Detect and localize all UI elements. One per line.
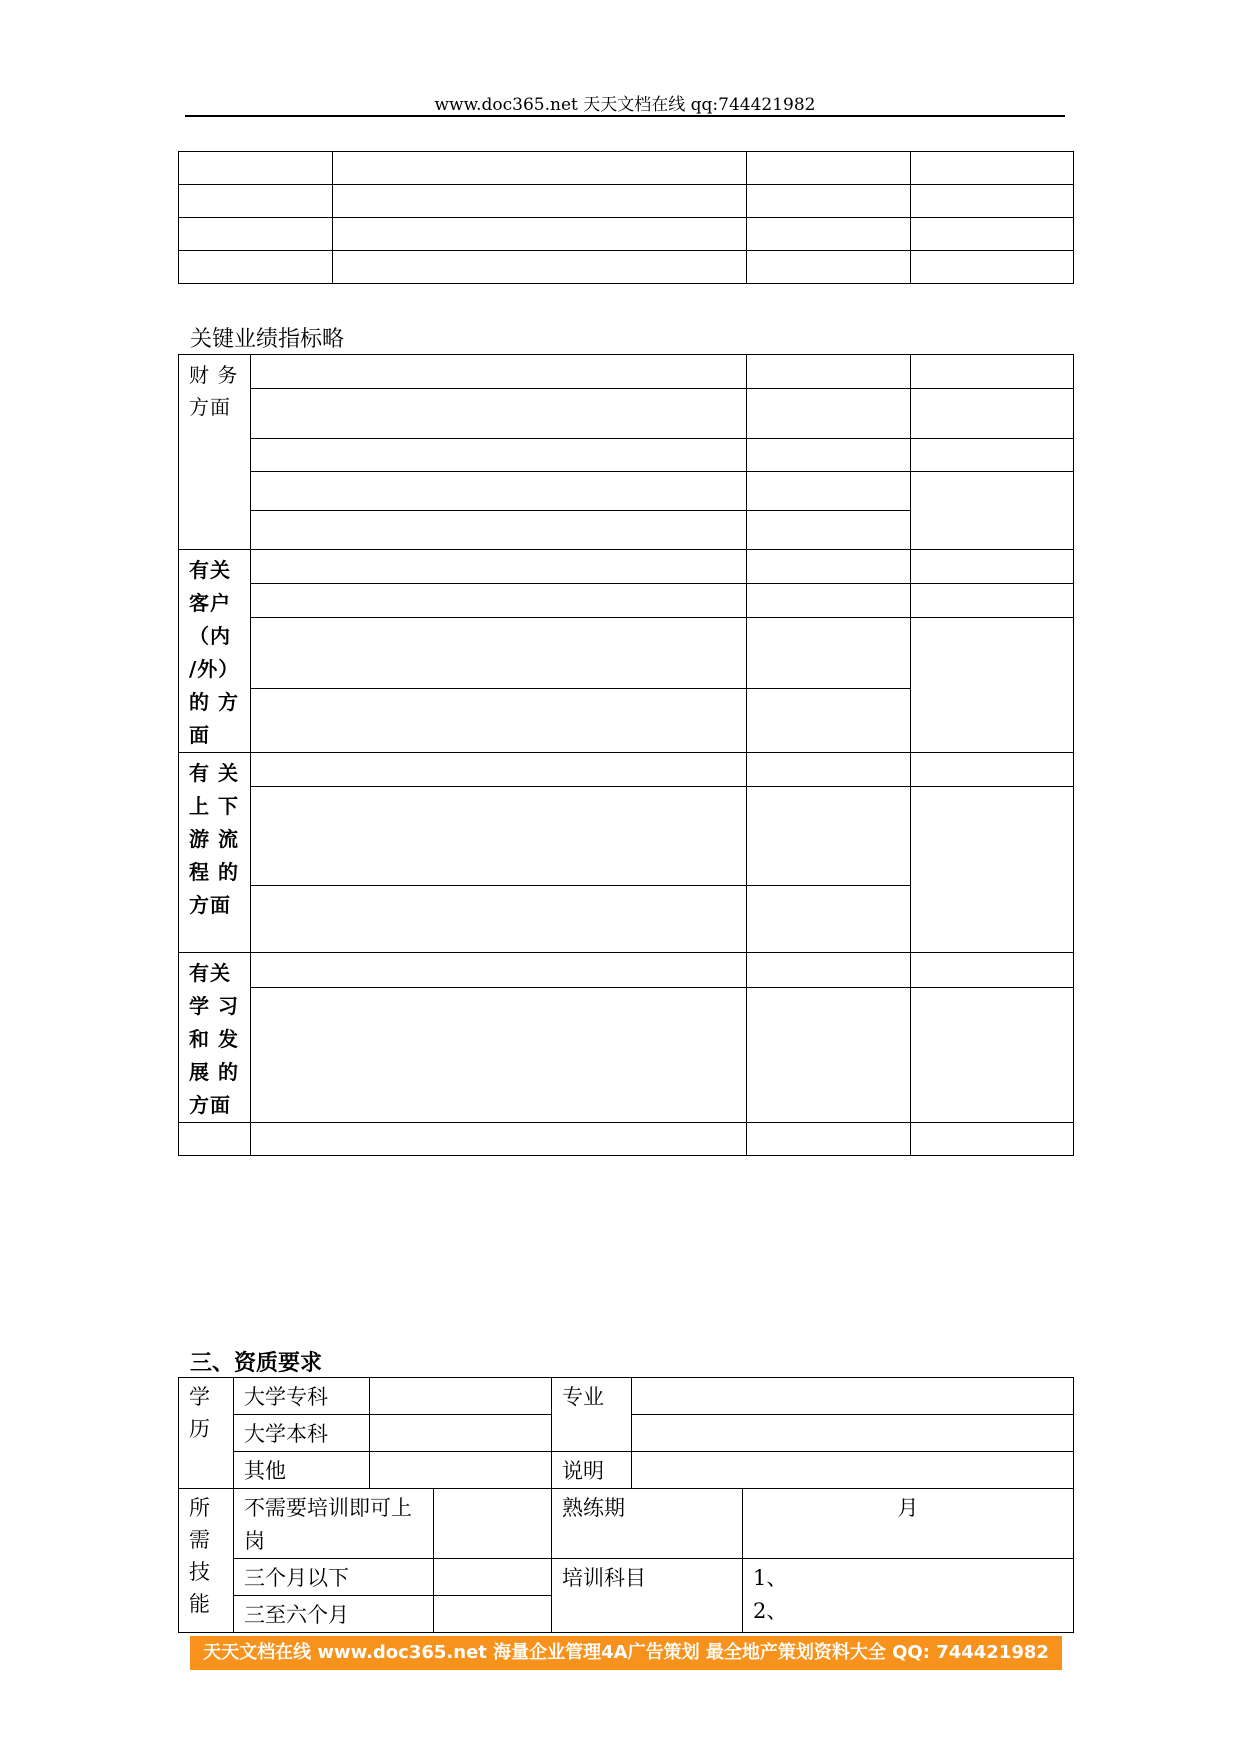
- qualification-title: 三、资质要求: [190, 1351, 323, 1376]
- top-table: [178, 151, 1074, 284]
- page-header: www.doc365.net 天天文档在线 qq:744421982: [434, 95, 816, 115]
- category-process: 有 关 上 下 游 流 程 的 方面: [179, 753, 251, 953]
- table-row: [179, 1489, 1074, 1559]
- footer-banner: 天天文档在线 www.doc365.net 海量企业管理4A广告策划 最全地产策划资料大全 QQ: 744421982: [190, 1636, 1062, 1670]
- qualification-table: [178, 1377, 1074, 1633]
- table-row: [179, 1452, 1074, 1489]
- table-row: [179, 550, 1074, 584]
- table-row: [179, 584, 1074, 618]
- skill-option: 三至六个月: [234, 1596, 434, 1633]
- category-customer: 有关 客户 （内 /外） 的 方 面: [179, 550, 251, 753]
- major-label: 专业: [552, 1378, 632, 1452]
- table-row: [179, 1123, 1074, 1156]
- training-item: 1、: [753, 1566, 788, 1590]
- edu-option: 其他: [234, 1452, 370, 1489]
- table-row: [179, 953, 1074, 988]
- skill-option: 不需要培训即可上岗: [234, 1489, 434, 1559]
- proficiency-label: 熟练期: [552, 1489, 743, 1559]
- kpi-title: 关键业绩指标略: [190, 327, 345, 352]
- table-row: [179, 472, 1074, 511]
- table-row: [179, 389, 1074, 439]
- header-divider: [185, 115, 1065, 117]
- table-row: [179, 753, 1074, 787]
- table-row: [179, 988, 1074, 1123]
- table-row: [179, 618, 1074, 689]
- category-learning: 有关 学 习 和 发 展 的 方面: [179, 953, 251, 1123]
- training-item: 2、: [753, 1599, 788, 1623]
- table-row: [179, 152, 1074, 185]
- table-row: [179, 1559, 1074, 1596]
- skills-label: 所 需 技 能: [179, 1489, 234, 1633]
- table-row: [179, 787, 1074, 886]
- month-unit: 月: [743, 1489, 1074, 1559]
- table-row: [179, 439, 1074, 472]
- education-label: 学 历: [179, 1378, 234, 1489]
- skill-option: 三个月以下: [234, 1559, 434, 1596]
- note-label: 说明: [552, 1452, 632, 1489]
- training-label: 培训科目: [552, 1559, 743, 1633]
- table-row: [179, 218, 1074, 251]
- kpi-table: [178, 354, 1074, 1156]
- table-row: [179, 185, 1074, 218]
- category-finance: 财 务 方面: [179, 355, 251, 550]
- edu-option: 大学本科: [234, 1415, 370, 1452]
- edu-option: 大学专科: [234, 1378, 370, 1415]
- table-row: [179, 251, 1074, 284]
- table-row: [179, 1378, 1074, 1415]
- table-row: [179, 355, 1074, 389]
